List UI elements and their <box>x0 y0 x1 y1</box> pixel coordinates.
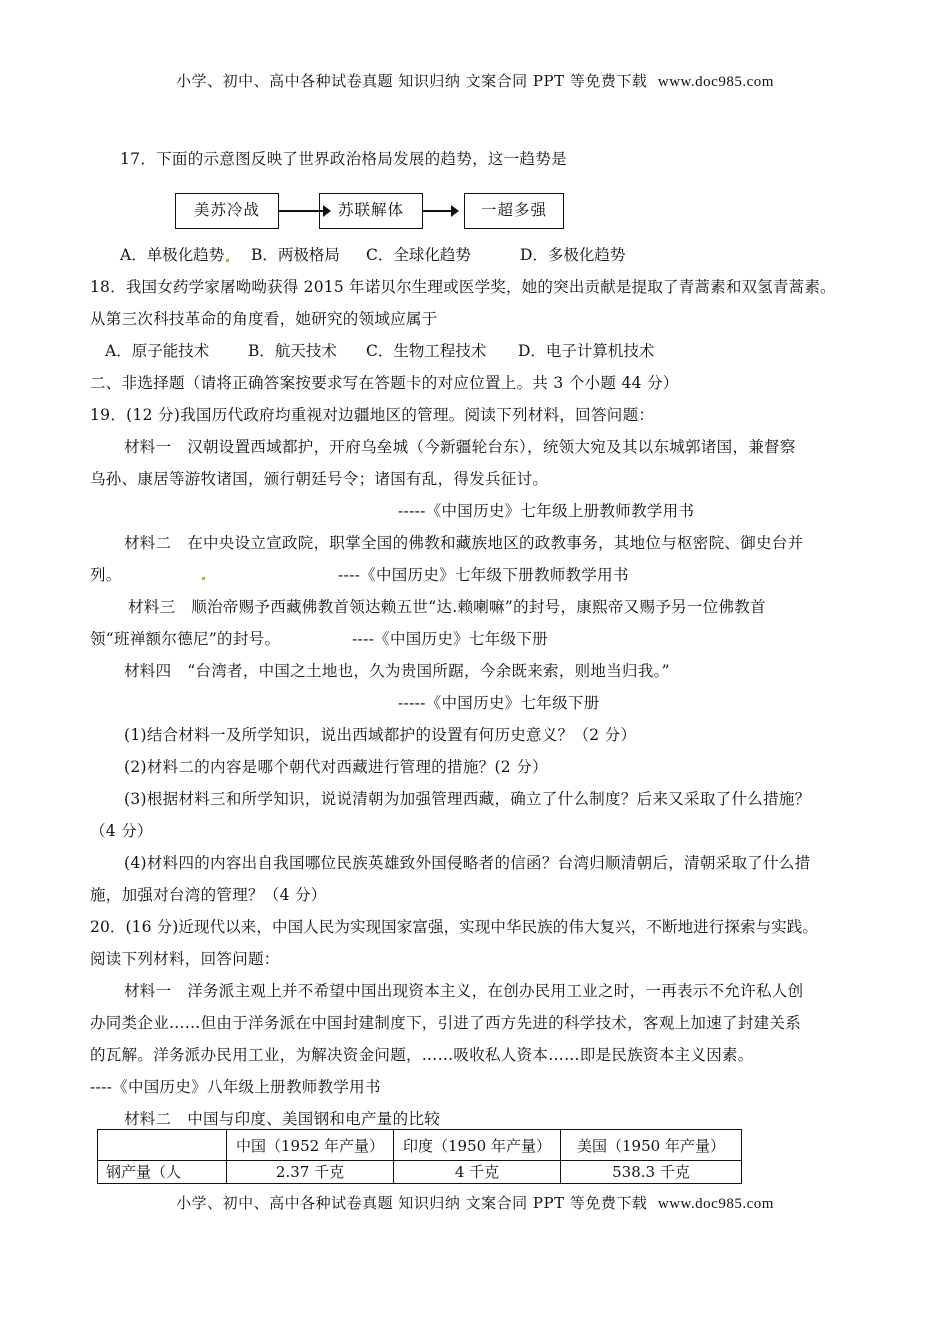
q19-sub2: (2)材料二的内容是哪个朝代对西藏进行管理的措施？(2 分） <box>124 758 548 776</box>
table-cell: 2.37 千克 <box>227 1161 394 1184</box>
q19-material3-line1: 材料三 顺治帝赐予西藏佛教首领达赖五世“达.赖喇嘛”的封号，康熙帝又赐予另一位佛教首 <box>128 598 766 616</box>
q19-material1-source: -----《中国历史》七年级上册教师教学用书 <box>398 502 695 520</box>
page-footer <box>0 1192 950 1214</box>
q20-material1-line3: 的瓦解。洋务派办民用工业，为解决资金问题，……吸收私人资本……即是民族资本主义因素。 <box>90 1046 754 1064</box>
q18-stem-line1: 18．我国女药学家屠呦呦获得 2015 年诺贝尔生理或医学奖，她的突出贡献是提取了青蒿素和双氢青蒿素。 <box>90 278 836 296</box>
page-header <box>0 70 950 91</box>
stray-dot <box>202 577 205 580</box>
footer-site: www.doc985.com <box>657 1196 774 1212</box>
table-row <box>98 1161 742 1184</box>
q19-sub4-line2: 施，加强对台湾的管理？（4 分） <box>90 886 327 904</box>
flow-box-cold-war: 美苏冷战 <box>175 193 279 229</box>
header-text: 小学、初中、高中各种试卷真题 知识归纳 文案合同 PPT 等免费下载 <box>176 72 648 90</box>
q19-material3-line2: 领“班禅额尔德尼”的封号。 <box>90 630 281 648</box>
steel-comparison-table <box>97 1129 742 1184</box>
q19-material4-line1: 材料四 “台湾者，中国之土地也，久为贵国所踞，今余既来索，则地当归我。” <box>124 662 670 680</box>
section2-title: 二、非选择题（请将正确答案按要求写在答题卡的对应位置上。共 3 个小题 44 分） <box>90 374 679 392</box>
q17-option-c: C．全球化趋势 <box>366 246 471 264</box>
q19-stem: 19．(12 分)我国历代政府均重视对边疆地区的管理。阅读下列材料，回答问题： <box>90 406 655 424</box>
q18-stem-line2: 从第三次科技革命的角度看，她研究的领域应属于 <box>90 310 438 328</box>
q18-option-b: B．航天技术 <box>248 342 337 360</box>
q19-sub3-line1: (3)根据材料三和所学知识，说说清朝为加强管理西藏，确立了什么制度？后来又采取了什么措施？ <box>124 790 811 808</box>
q18-option-a: A．原子能技术 <box>105 342 210 360</box>
q18-option-d: D．电子计算机技术 <box>518 342 655 360</box>
stray-dot <box>226 259 229 262</box>
q20-material1-source: ----《中国历史》八年级上册教师教学用书 <box>90 1078 381 1096</box>
q20-stem-line1: 20．(16 分)近现代以来，中国人民为实现国家富强，实现中华民族的伟大复兴，不断地进行探索与实践。 <box>90 918 818 936</box>
q19-material2-line1: 材料二 在中央设立宣政院，职掌全国的佛教和藏族地区的政教事务，其地位与枢密院、御史台并 <box>124 534 804 552</box>
q17-option-b: B．两极格局 <box>251 246 340 264</box>
q19-sub4-line1: (4)材料四的内容出自我国哪位民族英雄致外国侵略者的信函？台湾归顺清朝后，清朝采取了什么措 <box>124 854 811 872</box>
q20-material1-line1: 材料一 洋务派主观上并不希望中国出现资本主义，在创办民用工业之时，一再表示不允许私人创 <box>124 982 804 1000</box>
q20-material1-line2: 办同类企业……但由于洋务派在中国封建制度下，引进了西方先进的科学技术，客观上加速了封建关系 <box>90 1014 802 1032</box>
table-cell: 4 千克 <box>394 1161 561 1184</box>
table-header-cell: 中国（1952 年产量） <box>227 1130 394 1161</box>
q18-option-c: C．生物工程技术 <box>366 342 487 360</box>
flow-box-ussr-collapse: 苏联解体 <box>319 193 423 229</box>
q19-sub3-line2: （4 分） <box>90 822 153 840</box>
q19-material1-line2: 乌孙、康居等游牧诸国，颁行朝廷号令；诸国有乱，得发兵征讨。 <box>90 470 549 488</box>
table-cell: 538.3 千克 <box>561 1161 742 1184</box>
q19-material2-line2: 列。 <box>90 566 122 584</box>
q19-material3-source: ----《中国历史》七年级下册 <box>352 630 548 648</box>
q19-material4-source: -----《中国历史》七年级下册 <box>398 694 600 712</box>
flow-arrow-2 <box>423 210 457 212</box>
header-site: www.doc985.com <box>657 74 774 90</box>
q19-material1-line1: 材料一 汉朝设置西域都护，开府乌垒城（今新疆轮台东），统领大宛及其以东城郭诸国，兼督察 <box>124 438 796 456</box>
q20-material2-title: 材料二 中国与印度、美国钢和电产量的比较 <box>124 1110 441 1128</box>
flow-box-unipolar: 一超多强 <box>464 193 564 229</box>
q17-option-d: D．多极化趋势 <box>520 246 626 264</box>
q19-material2-source: ----《中国历史》七年级下册教师教学用书 <box>338 566 629 584</box>
table-header-cell: 美国（1950 年产量） <box>561 1130 742 1161</box>
q20-stem-line2: 阅读下列材料，回答问题： <box>90 950 280 968</box>
q17-option-a: A．单极化趋势 <box>120 246 225 264</box>
q17-stem: 17．下面的示意图反映了世界政治格局发展的趋势，这一趋势是 <box>120 150 567 168</box>
table-cell: 钢产量（人 <box>98 1161 227 1184</box>
q19-sub1: (1)结合材料一及所学知识，说出西域都护的设置有何历史意义？（2 分） <box>124 726 637 744</box>
table-header-cell <box>98 1130 227 1161</box>
table-header-row <box>98 1130 742 1161</box>
footer-text: 小学、初中、高中各种试卷真题 知识归纳 文案合同 PPT 等免费下载 <box>176 1194 648 1212</box>
table-header-cell: 印度（1950 年产量） <box>394 1130 561 1161</box>
